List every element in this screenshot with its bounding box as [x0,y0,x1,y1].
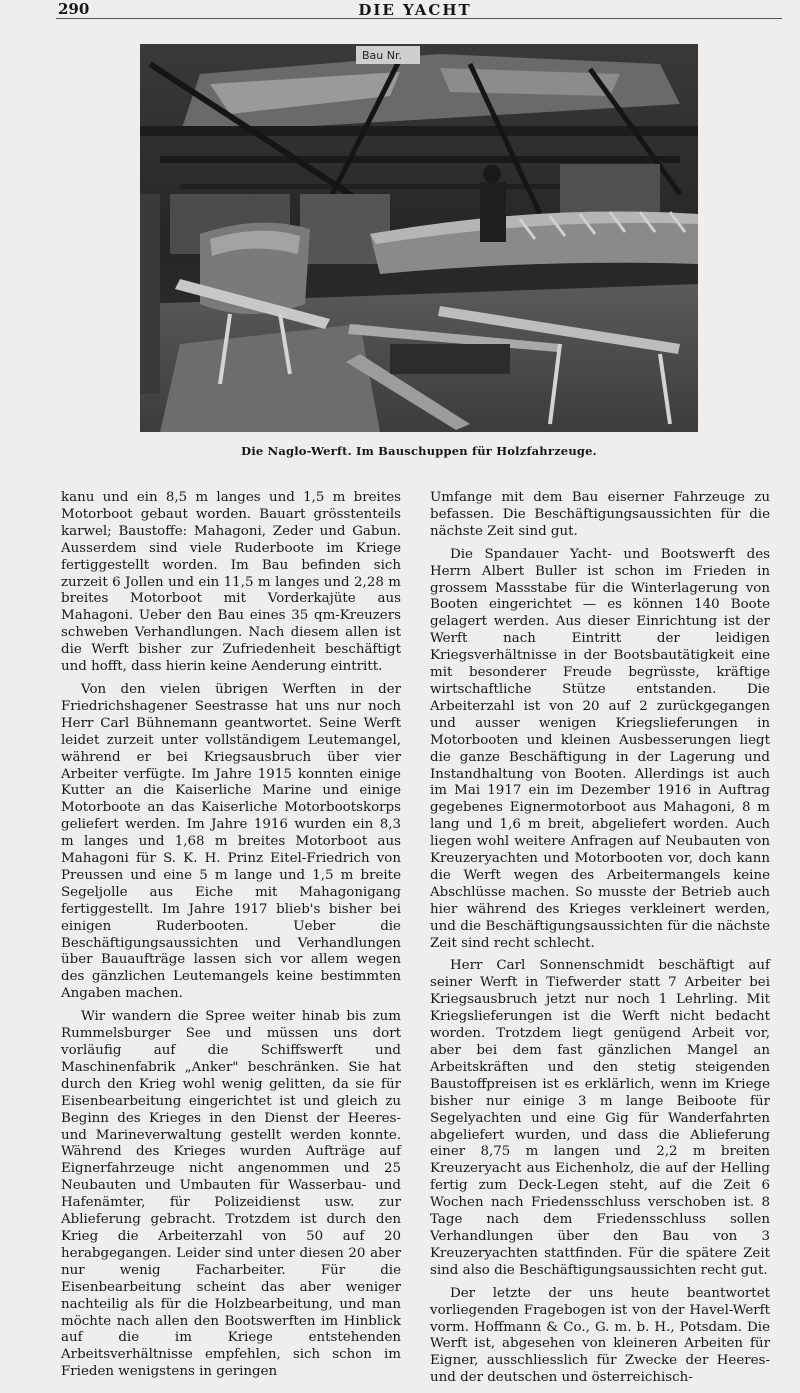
running-title: DIE YACHT [358,1,472,19]
paragraph: kanu und ein 8,5 m langes und 1,5 m breites Motorboot gebaut worden. Bauart grösstenteils karwel; Baustoffe: Mahagoni, Zeder und Gabun. Ausserdem sind viele Ruderboote im Kriege fertiggestellt worden. Im Bau befinden sich zurzeit 6 Jollen und ein 11,5 m langes und 2,28 m breites Motorboot mit Vorderkajüte aus Mahagoni. Ueber den Bau eines 35 qm-Kreuzers schweben Verhandlungen. Nach diesem allen ist die Werft bisher zur Zufriedenheit beschäftigt und hofft, dass hierin keine Aenderung eintritt. [61,490,401,675]
right-column [430,490,770,1393]
paragraph: Umfange mit dem Bau eiserner Fahrzeuge zu befassen. Die Beschäftigungsaussichten für die nächste Zeit sind gut. [430,490,770,539]
page-number: 290 [58,0,90,18]
sign-text: Bau Nr. [362,49,402,62]
paragraph: Wir wandern die Spree weiter hinab bis zum Rummelsburger See und müssen uns dort vorläufig auf die Schiffswerft und Maschinenfabrik „Anker" beschränken. Sie hat durch den Krieg wohl wenig gelitten, da sie für Eisenbearbeitung eingerichtet ist und gleich zu Beginn des Krieges in den Dienst der Heeres- und Marineverwaltung gestellt werden konnte. Während des Krieges wurden Aufträge auf Eignerfahrzeuge nicht angenommen und 25 Neubauten und Umbauten für Wasserbau- und Hafenämter, für Polizeidienst usw. zur Ablieferung gebracht. Trotzdem ist durch den Krieg die Arbeiterzahl von 50 auf 20 herabgegangen. Leider sind unter diesen 20 aber nur wenig Facharbeiter. Für die Eisenbearbeitung scheint das aber weniger nachteilig als für die Holzbearbeitung, und man möchte nach allen den Bootswerften im Hinblick auf die im Kriege entstehenden Arbeitsverhältnisse empfehlen, sich schon im Frieden wenigstens in geringen [61,1009,401,1380]
paragraph: Herr Carl Sonnenschmidt beschäftigt auf seiner Werft in Tiefwerder statt 7 Arbeiter bei Kriegsausbruch jetzt nur noch 1 Lehrling. Mit Kriegslieferungen ist die Werft nicht bedacht worden. Trotzdem liegt genügend Arbeit vor, aber bei dem fast gänzlichen Mangel an Arbeitskräften und den stetig steigenden Baustoffpreisen ist es erklärlich, wenn im Kriege bisher nur einige 3 m lange Beiboote für Segelyachten und eine Gig für Wanderfahrten abgeliefert wurden, und dass die Ablieferung einer 8,75 m langen und 2,2 m breiten Kreuzeryacht aus Eichenholz, die auf der Helling fertig zum Deck-Legen steht, auf die Zeit 6 Wochen nach Friedensschluss verschoben ist. 8 Tage nach dem Friedensschluss sollen Verhandlungen über den Bau von 3 Kreuzeryachten stattfinden. Für die spätere Zeit sind also die Beschäftigungsaussichten recht gut. [430,958,770,1278]
left-column [61,490,401,1387]
figure-caption: Die Naglo-Werft. Im Bauschuppen für Holzfahrzeuge. [241,444,597,458]
header-rule [56,18,782,19]
paragraph: Von den vielen übrigen Werften in der Friedrichshagener Seestrasse hat uns nur noch Herr Carl Bühnemann geantwortet. Seine Werft leidet zurzeit unter vollständigem Leutemangel, während er bei Kriegsausbruch über vier Arbeiter verfügte. Im Jahre 1915 konnten einige Kutter an die Kaiserliche Marine und einige Motorboote an das Kaiserliche Motorbootskorps geliefert werden. Im Jahre 1916 wurden ein 8,3 m langes und 1,68 m breites Motorboot aus Mahagoni für S. K. H. Prinz Eitel-Friedrich von Preussen und eine 5 m lange und 1,5 m breite Segeljolle aus Eiche mit Mahagonigang fertiggestellt. Im Jahre 1917 blieb's bisher bei einigen Ruderbooten. Ueber die Beschäftigungsaussichten und Verhandlungen über Bauaufträge lassen sich vor allem wegen des gänzlichen Leutemangels keine bestimmten Angaben machen. [61,681,401,1002]
paragraph: Der letzte der uns heute beantwortet vorliegenden Fragebogen ist von der Havel-Werft vorm. Hoffmann & Co., G. m. b. H., Potsdam. Die Werft ist, abgesehen von kleineren Arbeiten für Eigner, ausschliesslich für Zwecke der Heeres- und der deutschen und österreichisch- [430,1285,770,1386]
paragraph: Die Spandauer Yacht- und Bootswerft des Herrn Albert Buller ist schon im Frieden in grossem Massstabe für die Winterlagerung von Booten eingerichtet — es können 140 Boote gelagert werden. Aus dieser Einrichtung ist der Werft nach Eintritt der leidigen Kriegsverhältnisse in der Bootsbautätigkeit eine mit besonderer Freude begrüsste, kräftige wirtschaftliche Stütze entstanden. Die Arbeiterzahl ist von 20 auf 2 zurückgegangen und ausser wenigen Kriegslieferungen in Motorbooten und kleinen Ausbesserungen liegt die ganze Beschäftigung in der Lagerung und Instandhaltung von Booten. Allerdings ist auch im Mai 1917 ein im Dezember 1916 in Auftrag gegebenes Eignermotorboot aus Mahagoni, 8 m lang und 1,6 m breit, abgeliefert worden. Auch liegen wohl weitere Anfragen auf Neubauten von Kreuzeryachten und Motorbooten vor, doch kann die Werft wegen des Arbeitermangels keine Abschlüsse machen. So musste der Betrieb auch hier während des Krieges verkleinert werden, und die Beschäftigungsaussichten für die nächste Zeit sind recht schlecht. [430,546,770,951]
shipyard-photo [140,44,698,432]
